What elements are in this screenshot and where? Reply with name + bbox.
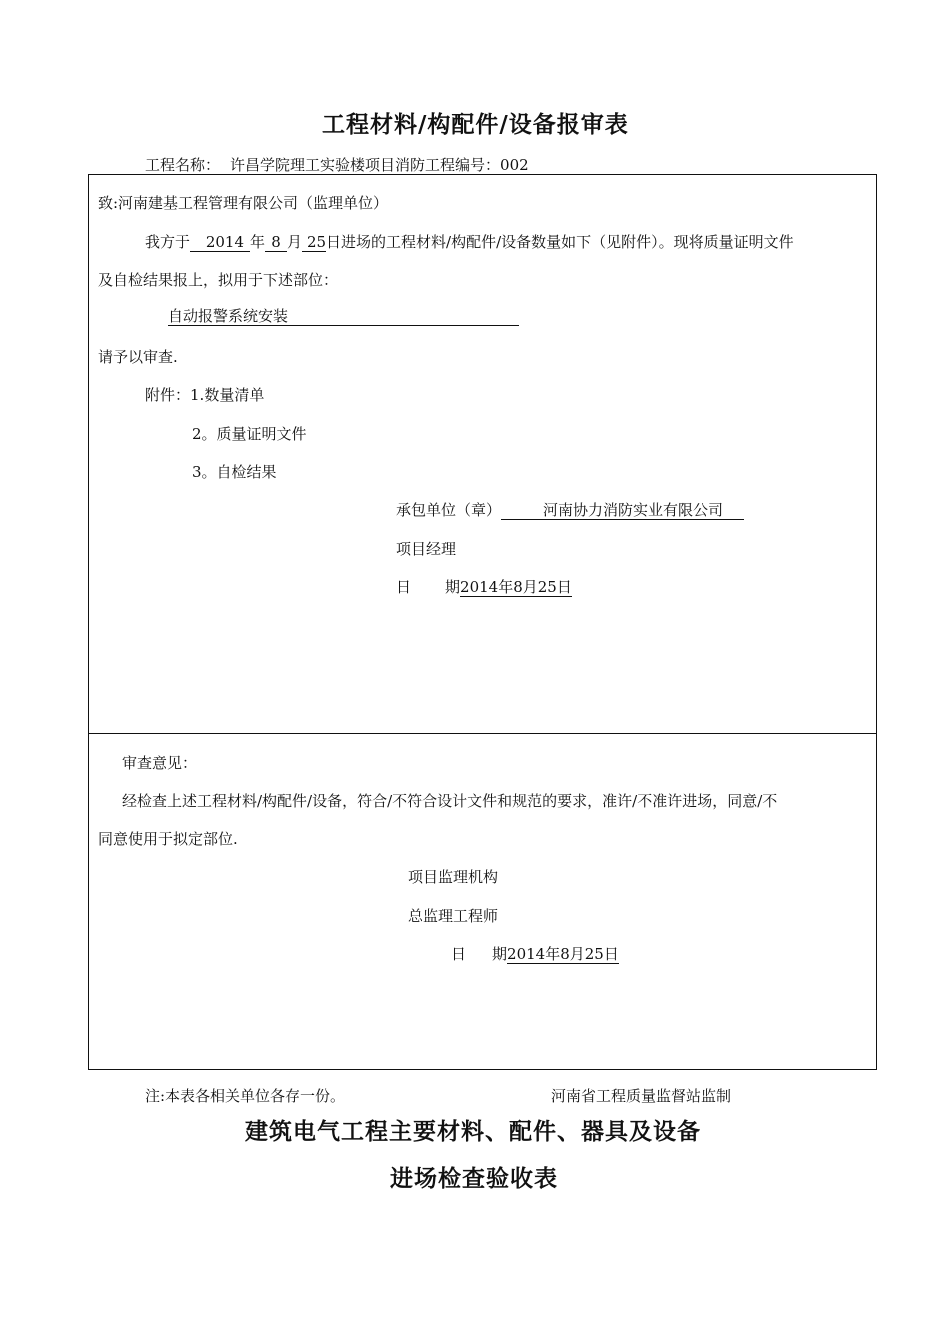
attachment-label: 附件： [145,386,191,404]
arrival-year: 2014 [190,233,250,252]
number-label: 编号： [455,156,501,174]
footer-issuer: 河南省工程质量监督站监制 [551,1087,732,1105]
project-line [145,154,529,175]
chief-engineer-label: 总监理工程师 [408,907,499,925]
document-number: 002 [500,156,529,174]
project-label: 工程名称： [145,156,221,174]
review-opinion-line2: 同意使用于拟定部位. [98,830,238,848]
contractor-name: 河南协力消防实业有限公司 [501,501,744,520]
attachment-item: 1.数量清单 [190,386,265,404]
section-divider [88,733,877,734]
attachment-item: 2。质量证明文件 [192,425,307,443]
addressee: 致:河南建基工程管理有限公司（监理单位） [98,194,389,212]
intended-location: 自动报警系统安装 [168,307,519,326]
arrival-month: 8 [265,233,287,252]
review-opinion-label: 审查意见： [122,754,198,772]
submission-paragraph-line2: 及自检结果报上，拟用于下述部位： [98,271,339,289]
supervisor-date: 2014年8月25日 [507,945,619,963]
contractor-label: 承包单位（章） [396,501,502,519]
contractor-date-line: 日 期2014年8月25日 [396,578,572,596]
next-title-line1: 建筑电气工程主要材料、配件、器具及设备 [245,1119,701,1145]
contractor-date: 2014年8月25日 [460,578,572,596]
supervision-org-label: 项目监理机构 [408,868,499,886]
contractor-line [396,499,744,520]
attachment-list [145,384,264,405]
page-title: 工程材料/构配件/设备报审表 [322,112,629,138]
review-request: 请予以审查. [98,348,178,366]
supervisor-date-line: 日 期2014年8月25日 [451,945,619,963]
submission-paragraph-line1: 我方于 2014 年 8 月 25日进场的工程材料/构配件/设备数量如下（见附件）。现将质量证明文件 [145,233,794,251]
footer-note: 注:本表各相关单位各存一份。 [145,1087,346,1105]
project-name: 许昌学院理工实验楼项目消防工程 [230,156,456,174]
project-manager-label: 项目经理 [396,540,457,558]
review-opinion-line1: 经检查上述工程材料/构配件/设备，符合/不符合设计文件和规范的要求，准许/不准许进场，同意/不 [122,792,778,810]
arrival-day: 25 [302,233,326,252]
next-title-line2: 进场检查验收表 [390,1166,558,1192]
attachment-item: 3。自检结果 [192,463,277,481]
